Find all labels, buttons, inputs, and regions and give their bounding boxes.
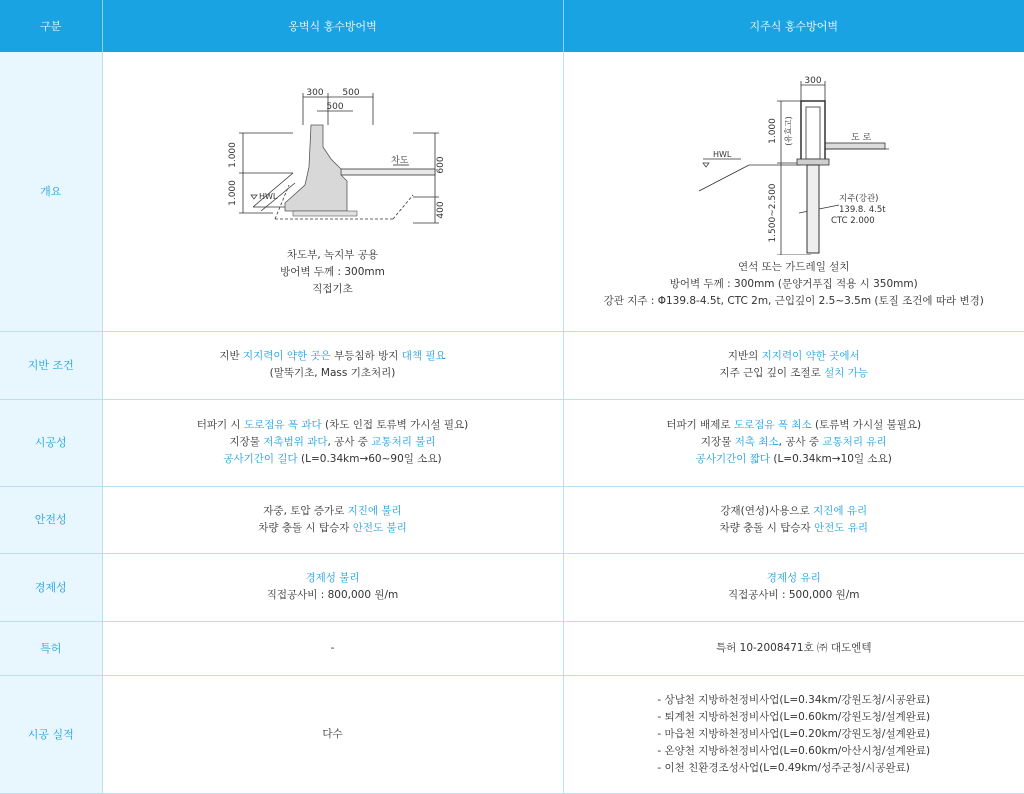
record-item: - 마읍천 지방하천정비사업(L=0.20km/강원도청/설계완료)	[657, 727, 931, 740]
ground-left-cell: 지반 지지력이 약한 곳은 부등침하 방지 대책 필요 (말뚝기초, Mass 기초처리)	[102, 331, 563, 399]
patent-left-cell: -	[102, 621, 563, 675]
row-safety	[0, 486, 1024, 553]
overview-left-line-3: 직접기초	[312, 282, 353, 295]
records-left-cell: 다수	[102, 675, 563, 793]
ground-right-cell: 지반의 지지력이 약한 곳에서 지주 근입 깊이 조절로 설치 가능	[563, 331, 1024, 399]
row-label-safety: 안전성	[0, 486, 102, 553]
header-category: 구분	[0, 0, 102, 52]
record-item: - 온양천 지방하천정비사업(L=0.60km/아산시청/설계완료)	[657, 744, 931, 757]
row-label-economy: 경제성	[0, 553, 102, 621]
row-label-construct: 시공성	[0, 399, 102, 486]
dim-1000-lower-label: 1.000	[227, 179, 238, 206]
retaining-wall-diagram	[213, 85, 453, 243]
post-wall-diagram	[689, 73, 899, 255]
overview-right-line-1: 연석 또는 가드레일 설치	[738, 260, 850, 273]
overview-left-line-2: 방어벽 두께 : 300mm	[280, 265, 385, 278]
header-retaining-wall: 옹벽식 홍수방어벽	[102, 0, 563, 52]
overview-right-line-2: 방어벽 두께 : 300mm (문양거푸집 적용 시 350mm)	[669, 277, 918, 290]
dim-600-label: 600	[435, 156, 446, 174]
row-patent	[0, 621, 1024, 675]
header-row	[0, 0, 1024, 52]
post-depth-label: 1.500~2.500	[767, 183, 778, 243]
post-hwl-label: HWL	[712, 149, 732, 159]
dim-300-label: 300	[305, 87, 324, 98]
construct-right-cell: 터파기 배제로 도로점유 폭 최소 (토류벽 가시설 불필요) 지장물 저촉 최소, 공사 중 교통처리 유리 공사기간이 짧다 (L=0.34km→10일 소요)	[563, 399, 1024, 486]
post-dim-1000-label: 1.000	[767, 117, 778, 144]
overview-right-cell	[563, 52, 1024, 331]
post-name-label: 지주(강관)	[838, 193, 879, 204]
safety-left-cell: 자중, 토압 증가로 지진에 불리 차량 충돌 시 탑승자 안전도 불리	[102, 486, 563, 553]
hwl-label: HWL	[258, 191, 277, 201]
safety-right-cell: 강재(연성)사용으로 지진에 유리 차량 충돌 시 탑승자 안전도 유리	[563, 486, 1024, 553]
row-overview	[0, 52, 1024, 331]
economy-right-cell: 경제성 유리 직접공사비 : 500,000 원/m	[563, 553, 1024, 621]
dim-1000-upper-label: 1.000	[227, 141, 238, 168]
row-label-patent: 특허	[0, 621, 102, 675]
overview-left-line-1: 차도부, 녹지부 공용	[286, 248, 379, 261]
row-construct	[0, 399, 1024, 486]
economy-left-cell: 경제성 불리 직접공사비 : 800,000 원/m	[102, 553, 563, 621]
patent-right-cell: 특허 10-2008471호 ㈜ 대도엔텍	[563, 621, 1024, 675]
record-item: - 상남천 지방하천정비사업(L=0.34km/강원도청/시공완료)	[657, 693, 931, 706]
row-economy	[0, 553, 1024, 621]
water-level-icon	[703, 163, 709, 167]
record-item: - 퇴계천 지방하천정비사업(L=0.60km/강원도청/설계완료)	[657, 710, 931, 723]
dim-500-top-label: 500	[341, 87, 360, 98]
record-item: - 이천 친환경조성사업(L=0.49km/성주군청/시공완료)	[657, 761, 910, 774]
overview-left-cell	[102, 52, 563, 331]
row-label-overview: 개요	[0, 52, 102, 331]
dim-500-mid-label: 500	[325, 101, 344, 112]
road-label: 차도	[390, 155, 408, 166]
post-road-label: 도 로	[850, 132, 871, 143]
dim-400-label: 400	[435, 201, 446, 219]
row-label-ground: 지반 조건	[0, 331, 102, 399]
construct-left-cell: 터파기 시 도로점유 폭 과다 (차도 인접 토류벽 가시설 필요) 지장물 저촉범위 과다, 공사 중 교통처리 불리 공사기간이 길다 (L=0.34km→60~90일 소요)	[102, 399, 563, 486]
row-records	[0, 675, 1024, 793]
overview-right-line-3: 강관 지주 : Φ139.8-4.5t, CTC 2m, 근입깊이 2.5~3.5m (토질 조건에 따라 변경)	[603, 294, 984, 307]
records-right-cell	[563, 675, 1024, 793]
effective-height-label: (유효고)	[783, 116, 793, 146]
post-ctc-label: CTC 2.000	[830, 215, 875, 226]
water-level-icon	[251, 195, 257, 199]
row-ground	[0, 331, 1024, 399]
post-spec-label: 139.8. 4.5t	[838, 204, 886, 215]
header-post-wall: 지주식 홍수방어벽	[563, 0, 1024, 52]
post-dim-300-label: 300	[804, 75, 822, 86]
row-label-records: 시공 실적	[0, 675, 102, 793]
